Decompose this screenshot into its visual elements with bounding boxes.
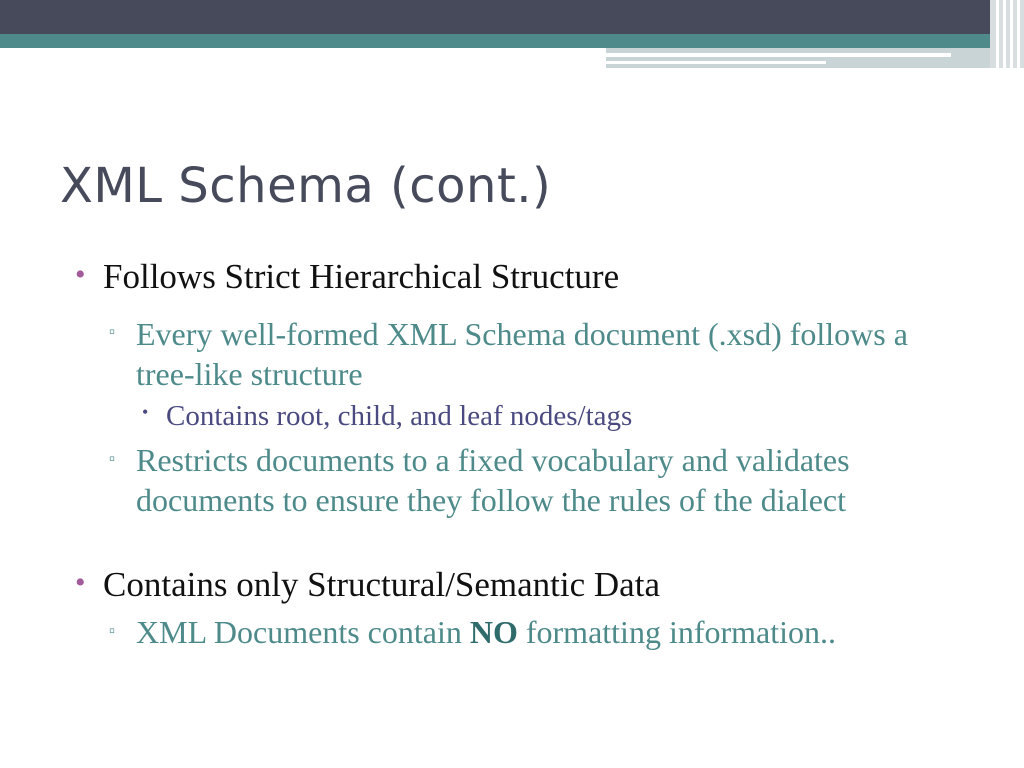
bullet-level1: Follows Strict Hierarchical Structure: [103, 257, 620, 296]
bullet-marker: ▫: [109, 322, 116, 341]
bullet-marker: •: [75, 258, 86, 291]
bullet-level2: Restricts documents to a fixed vocabulary and validates documents to ensure they follow the rules of the dialect: [136, 442, 850, 518]
emphasis-text: NO: [469, 614, 518, 650]
bullet-text: formatting information..: [517, 614, 837, 650]
bullet-level2: Every well-formed XML Schema document (.xsd) follows a tree-like structure: [136, 316, 908, 392]
bullet-marker: •: [75, 566, 86, 599]
bullet-text: XML Documents contain: [136, 614, 470, 650]
bullet-marker: ▫: [109, 449, 116, 468]
bullet-marker: •: [142, 402, 149, 422]
slide-title: XML Schema (cont.): [60, 158, 552, 214]
bullet-level3: Contains root, child, and leaf nodes/tags: [166, 400, 633, 432]
bullet-marker: ▫: [109, 621, 116, 640]
bullet-level2: [136, 612, 836, 652]
bullet-level1: Contains only Structural/Semantic Data: [103, 565, 660, 604]
